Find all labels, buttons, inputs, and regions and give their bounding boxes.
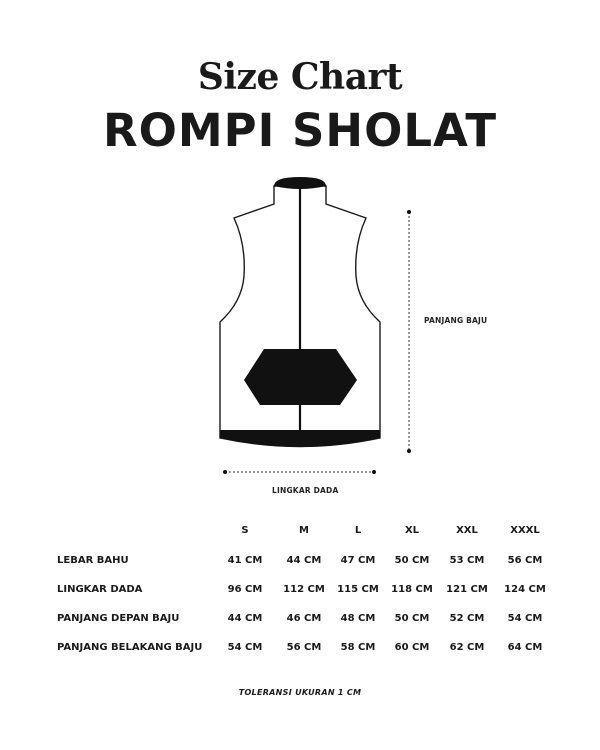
table-cell: 64 CM [507,642,543,653]
column-header-m: M [299,525,309,536]
table-cell: 44 CM [286,555,322,566]
table-cell: 47 CM [340,555,376,566]
chest-label: LINGKAR DADA [272,486,339,495]
row-label-panjang-depan-baju: PANJANG DEPAN BAJU [57,613,180,624]
table-cell: 121 CM [446,584,488,595]
table-cell: 46 CM [286,613,322,624]
table-cell: 50 CM [394,613,430,624]
table-cell: 44 CM [227,613,263,624]
table-cell: 48 CM [340,613,376,624]
table-cell: 56 CM [286,642,322,653]
page-title: ROMPI SHOLAT [102,104,498,157]
tolerance-note: TOLERANSI UKURAN 1 CM [238,688,362,697]
vest-hem [220,430,380,447]
length-label: PANJANG BAJU [424,316,488,325]
table-cell: 54 CM [227,642,263,653]
table-cell: 52 CM [449,613,485,624]
table-cell: 60 CM [394,642,430,653]
table-cell: 50 CM [394,555,430,566]
length-dimension-bottom-dot [407,449,411,453]
table-cell: 53 CM [449,555,485,566]
table-cell: 115 CM [337,584,379,595]
table-cell: 118 CM [391,584,433,595]
table-cell: 56 CM [507,555,543,566]
table-cell: 41 CM [227,555,263,566]
table-cell: 58 CM [340,642,376,653]
chest-dimension-left-dot [223,470,227,474]
page-subtitle: Size Chart [197,56,403,98]
table-cell: 112 CM [283,584,325,595]
chest-dimension-right-dot [372,470,376,474]
row-label-lebar-bahu: LEBAR BAHU [57,555,129,566]
row-label-panjang-belakang-baju: PANJANG BELAKANG BAJU [57,642,203,653]
table-cell: 96 CM [227,584,263,595]
vest-pocket [244,349,357,405]
table-cell: 54 CM [507,613,543,624]
column-header-xl: XL [404,525,420,536]
table-cell: 62 CM [449,642,485,653]
row-label-lingkar-dada: LINGKAR DADA [57,584,143,595]
column-header-s: S [241,525,249,536]
column-header-xxl: XXL [456,525,478,536]
column-header-xxxl: XXXL [510,525,540,536]
column-header-l: L [354,525,362,536]
length-dimension-top-dot [407,210,411,214]
table-cell: 124 CM [504,584,546,595]
